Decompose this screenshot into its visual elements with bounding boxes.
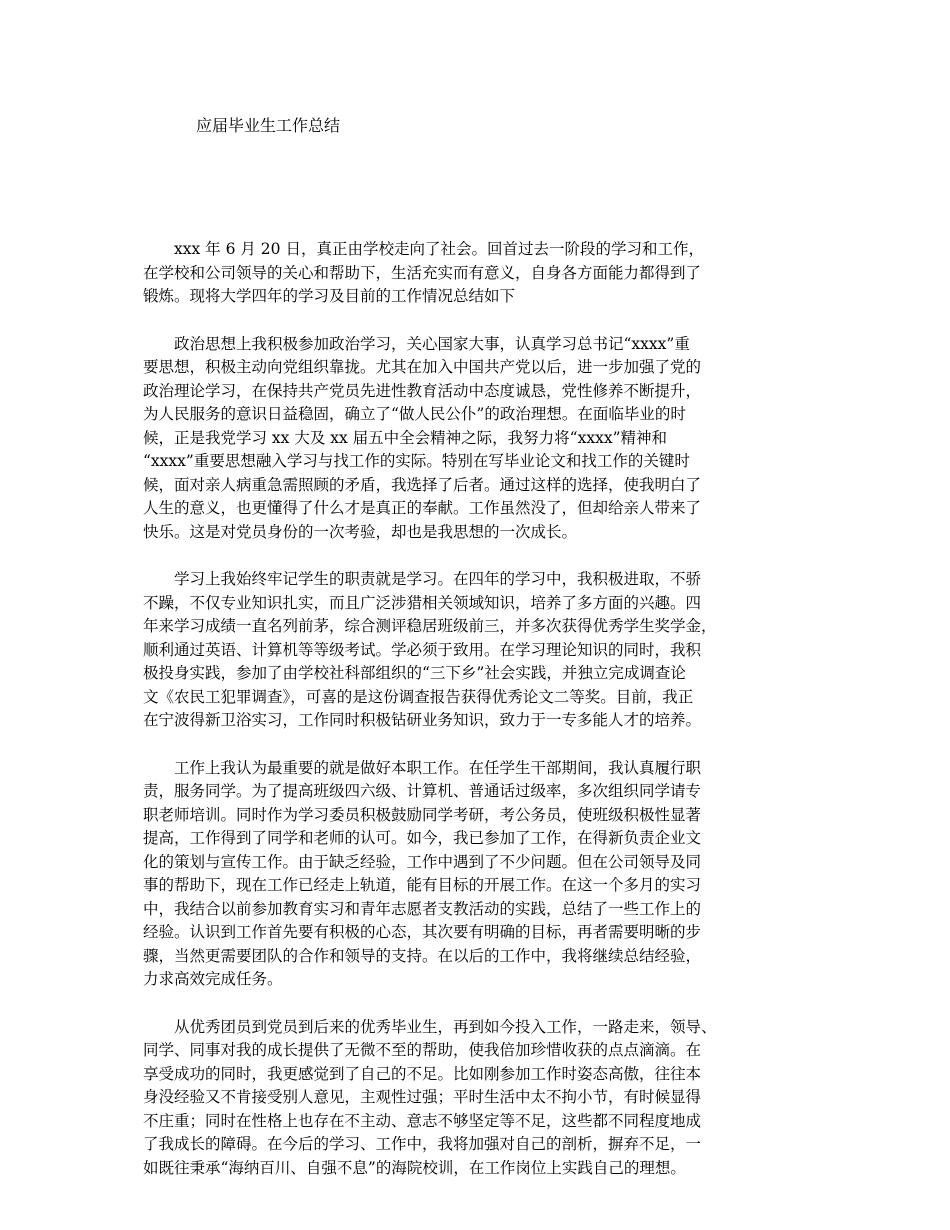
text-line: 不庄重；同时在性格上也存在不主动、意志不够坚定等不足，这些都不同程度地成 bbox=[143, 1111, 702, 1130]
text-line: 为人民服务的意识日益稳固，确立了“做人民公仆”的政治理想。在面临毕业的时 bbox=[143, 405, 686, 423]
text-line: “xxxx”重要思想融入学习与找工作的实际。特别在写毕业论文和找工作的关键时 bbox=[143, 452, 690, 470]
text-line: 不躁，不仅专业知识扎实，而且广泛涉猎相关领域知识，培养了多方面的兴趣。四 bbox=[143, 593, 702, 612]
text-line: 经验。认识到工作首先要有积极的心态，其次要有明确的目标，再者需要明晰的步 bbox=[143, 923, 702, 941]
text-line: 候，面对亲人病重急需照顾的矛盾，我选择了后者。通过这样的选择，使我明白了 bbox=[143, 475, 702, 494]
text-line: 政治思想上我积极参加政治学习，关心国家大事，认真学习总书记“xxxx”重 bbox=[143, 334, 690, 353]
document-title: 应届毕业生工作总结 bbox=[196, 116, 341, 135]
text-line: 化的策划与宣传工作。由于缺乏经验，工作中遇到了不少问题。但在公司领导及同 bbox=[143, 852, 702, 871]
text-line: xxx 年 6 月 20 日，真正由学校走向了社会。回首过去一阶段的学习和工作， bbox=[143, 240, 704, 258]
text-line: 骤，当然更需要团队的合作和领导的支持。在以后的工作中，我将继续总结经验， bbox=[143, 946, 702, 965]
text-line: 身没经验又不肯接受别人意见，主观性过强；平时生活中太不拘小节，有时候显得 bbox=[143, 1088, 702, 1106]
text-line: 提高，工作得到了同学和老师的认可。如今，我已参加了工作，在得新负责企业文 bbox=[143, 829, 702, 847]
text-line: 享受成功的同时，我更感觉到了自己的不足。比如刚参加工作时姿态高傲，往往本 bbox=[143, 1064, 702, 1083]
paragraph-study bbox=[143, 568, 818, 733]
text-line: 快乐。这是对党员身份的一次考验，却也是我思想的一次成长。 bbox=[143, 522, 578, 541]
text-line: 同学、同事对我的成长提供了无微不至的帮助，使我倍加珍惜收获的点点滴滴。在 bbox=[143, 1041, 702, 1059]
text-line: 在宁波得新卫浴实习，工作同时积极钻研业务知识，致力于一专多能人才的培养。 bbox=[143, 711, 702, 729]
text-line: 学习上我始终牢记学生的职责就是学习。在四年的学习中，我积极进取，不骄 bbox=[143, 570, 702, 588]
paragraph-political bbox=[143, 333, 818, 545]
text-line: 从优秀团员到党员到后来的优秀毕业生，再到如今投入工作，一路走来，领导、 bbox=[143, 1017, 717, 1036]
text-line: 政治理论学习，在保持共产党员先进性教育活动中态度诚恳，党性修养不断提升， bbox=[143, 381, 702, 400]
text-line: 如既往秉承“海纳百川、自强不息”的海院校训，在工作岗位上实践自己的理想。 bbox=[143, 1158, 686, 1177]
paragraph-work bbox=[143, 757, 818, 992]
text-line: 文《农民工犯罪调查》，可喜的是这份调查报告获得优秀论文二等奖。目前，我正 bbox=[143, 687, 694, 706]
text-line: 事的帮助下，现在工作已经走上轨道，能有目标的开展工作。在这一个多月的实习 bbox=[143, 876, 702, 894]
text-line: 在学校和公司领导的关心和帮助下，生活充实而有意义，自身各方面能力都得到了 bbox=[143, 263, 702, 282]
text-line: 要思想，积极主动向党组织靠拢。尤其在加入中国共产党以后，进一步加强了党的 bbox=[143, 358, 702, 376]
text-line: 候，正是我党学习 xx 大及 xx 届五中全会精神之际，我努力将“xxxx”精神和 bbox=[143, 428, 667, 447]
text-line: 顺利通过英语、计算机等等级考试。学必须于致用。在学习理论知识的同时，我积 bbox=[143, 640, 702, 659]
text-line: 锻炼。现将大学四年的学习及目前的工作情况总结如下 bbox=[143, 287, 516, 305]
paragraph-intro bbox=[143, 238, 818, 309]
text-line: 工作上我认为最重要的就是做好本职工作。在任学生干部期间，我认真履行职 bbox=[143, 758, 702, 777]
text-line: 中，我结合以前参加教育实习和青年志愿者支教活动的实践，总结了一些工作上的 bbox=[143, 899, 702, 918]
text-line: 力求高效完成任务。 bbox=[143, 970, 283, 988]
text-line: 职老师培训。同时作为学习委员积极鼓励同学考研，考公务员，使班级积极性显著 bbox=[143, 805, 702, 824]
text-line: 人生的意义，也更懂得了什么才是真正的奉献。工作虽然没了，但却给亲人带来了 bbox=[143, 499, 702, 517]
text-line: 了我成长的障碍。在今后的学习、工作中，我将加强对自己的剖析，摒弃不足，一 bbox=[143, 1135, 702, 1153]
paragraph-reflection bbox=[143, 1016, 818, 1181]
text-line: 年来学习成绩一直名列前茅，综合测评稳居班级前三，并多次获得优秀学生奖学金， bbox=[143, 617, 717, 635]
text-line: 责，服务同学。为了提高班级四六级、计算机、普通话过级率，多次组织同学请专 bbox=[143, 782, 702, 800]
text-line: 极投身实践，参加了由学校社科部组织的“三下乡”社会实践，并独立完成调查论 bbox=[143, 664, 686, 682]
document-body bbox=[143, 238, 818, 1204]
